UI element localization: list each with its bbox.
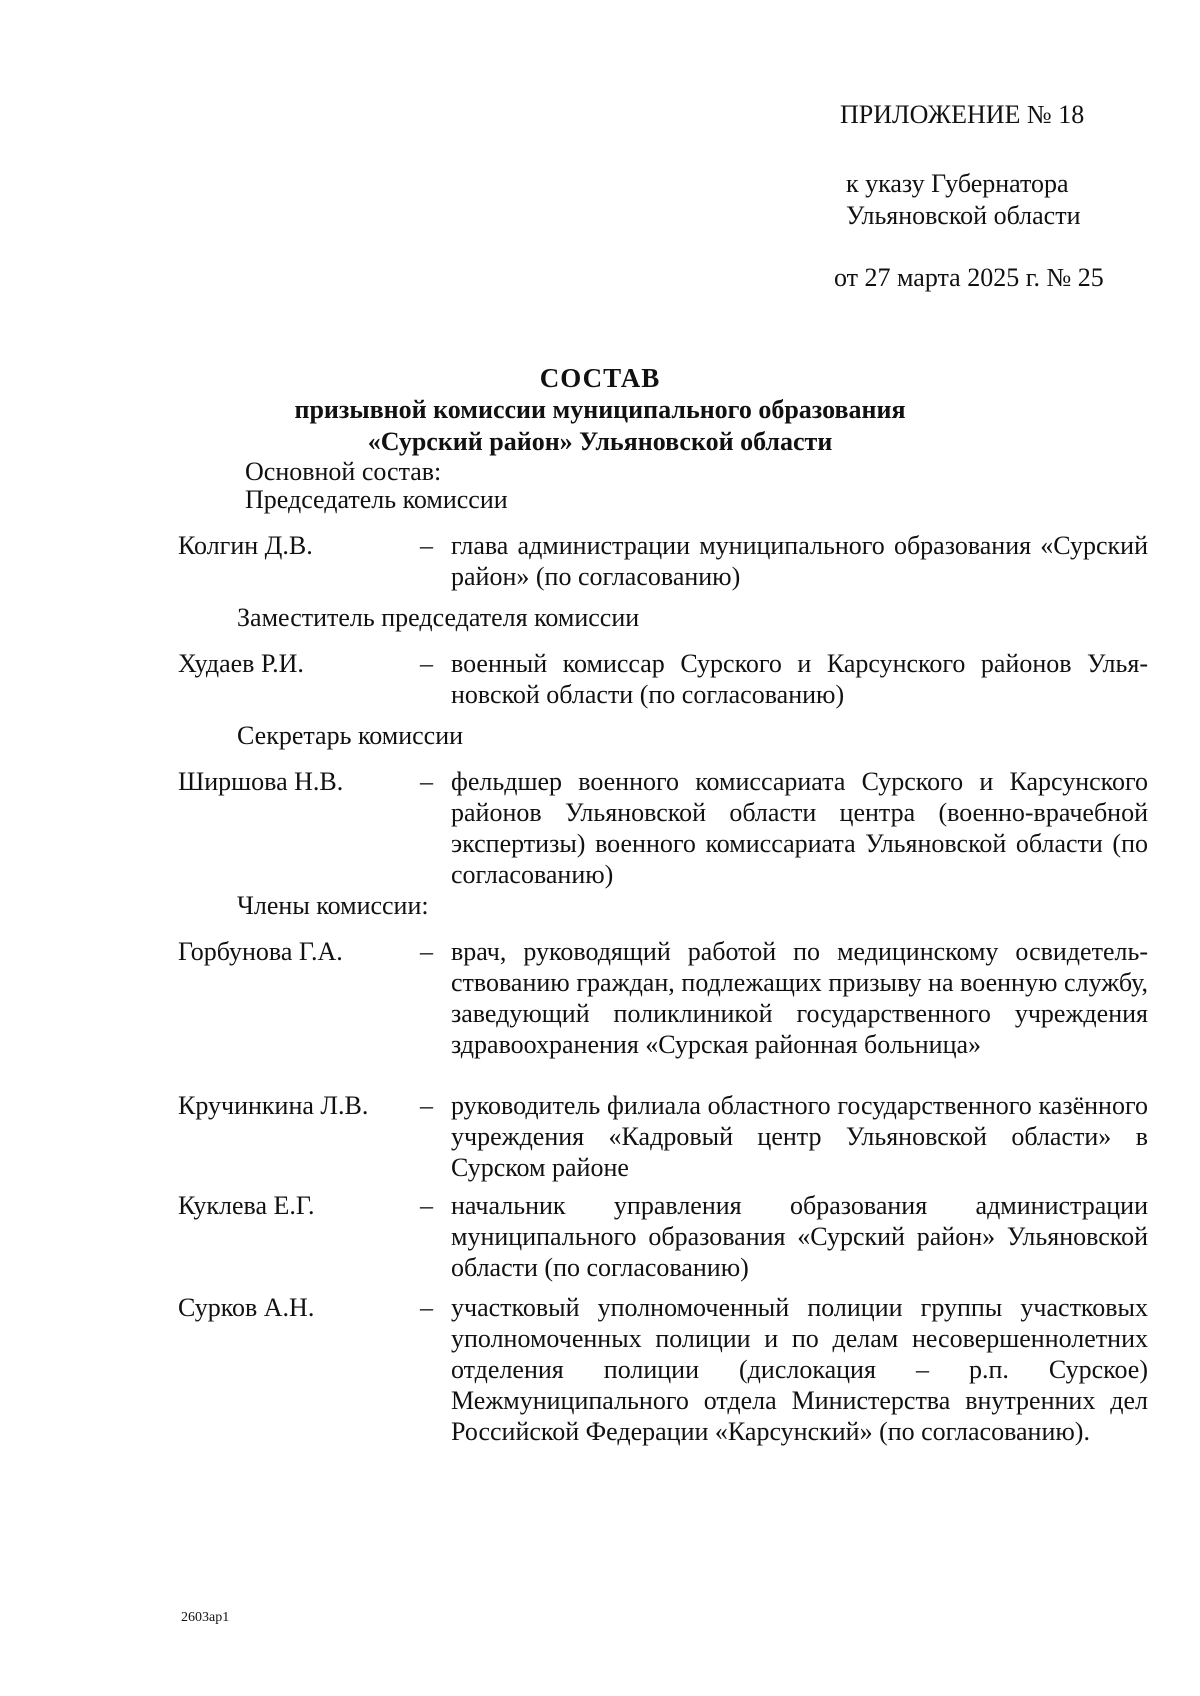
section-deputy: Заместитель председателя комиссии [237,603,640,632]
member-dash: – [420,937,433,966]
member-name: Худаев Р.И. [178,649,304,678]
member-description: глава администрации муниципального образования «Сурский район» (по согласованию) [451,531,1148,591]
document-title [0,362,1200,458]
decree-reference [846,168,1080,232]
member-dash: – [420,767,433,796]
decree-line-1: к указу Губернатора [846,169,1069,198]
section-main-composition: Основной состав: [245,457,442,486]
member-dash: – [420,649,433,678]
member-name: Кручинкина Л.В. [178,1091,369,1120]
member-description: начальник управления образования администрации муниципального образования «Сурский район» Ульяновской области (по согласованию) [451,1191,1148,1282]
title-line-1: призывной комиссии муниципального образования [294,395,906,424]
member-description: фельдшер военного комиссариата Сурского и Карсунского районов Ульяновской области центра (военно-врачебной экспертизы) военного комиссариата Ульяновской области (по согласованию) [451,767,1148,889]
member-description: военный комиссар Сурского и Карсунского районов Ульяновской области (по согласованию) [451,649,1148,709]
section-members: Члены комиссии: [237,891,429,920]
member-dash: – [420,1191,433,1220]
member-description: участковый уполномоченный полиции группы участковых уполномоченных полиции и по делам несовершеннолетних отделения полиции (дислокация – р.п. Сурское) Межмуниципального отдела Министерства внутренних дел Российской Федерации «Карсунский» (по согласованию). [451,1293,1148,1446]
member-name: Ширшова Н.В. [178,767,344,796]
member-name: Горбунова Г.А. [178,937,343,966]
decree-line-2: Ульяновской области [846,201,1081,230]
member-dash: – [420,531,433,560]
member-description: руководитель филиала областного государственного казённого учреждения «Кадровый центр Ульяновской области» в Сурском районе [451,1091,1148,1182]
member-name: Куклева Е.Г. [178,1191,315,1220]
member-dash: – [420,1293,433,1322]
title-main: СОСТАВ [539,363,661,393]
member-dash: – [420,1091,433,1120]
member-description: врач, руководящий работой по медицинскому освидетельствованию граждан, подлежащих призыву на военную службу, заведующий поликлиникой государственного учреждения здравоохранения «Сурская районная больница» [451,937,1148,1059]
title-line-2: «Сурский район» Ульяновской области [367,427,833,456]
document-code: 2603ap1 [181,1610,230,1625]
appendix-number: ПРИЛОЖЕНИЕ № 18 [840,100,1085,129]
member-name: Сурков А.Н. [178,1293,315,1322]
section-secretary: Секретарь комиссии [237,721,464,750]
section-chairman: Председатель комиссии [245,485,508,514]
member-name: Колгин Д.В. [178,531,313,560]
decree-date: от 27 марта 2025 г. № 25 [834,263,1104,292]
